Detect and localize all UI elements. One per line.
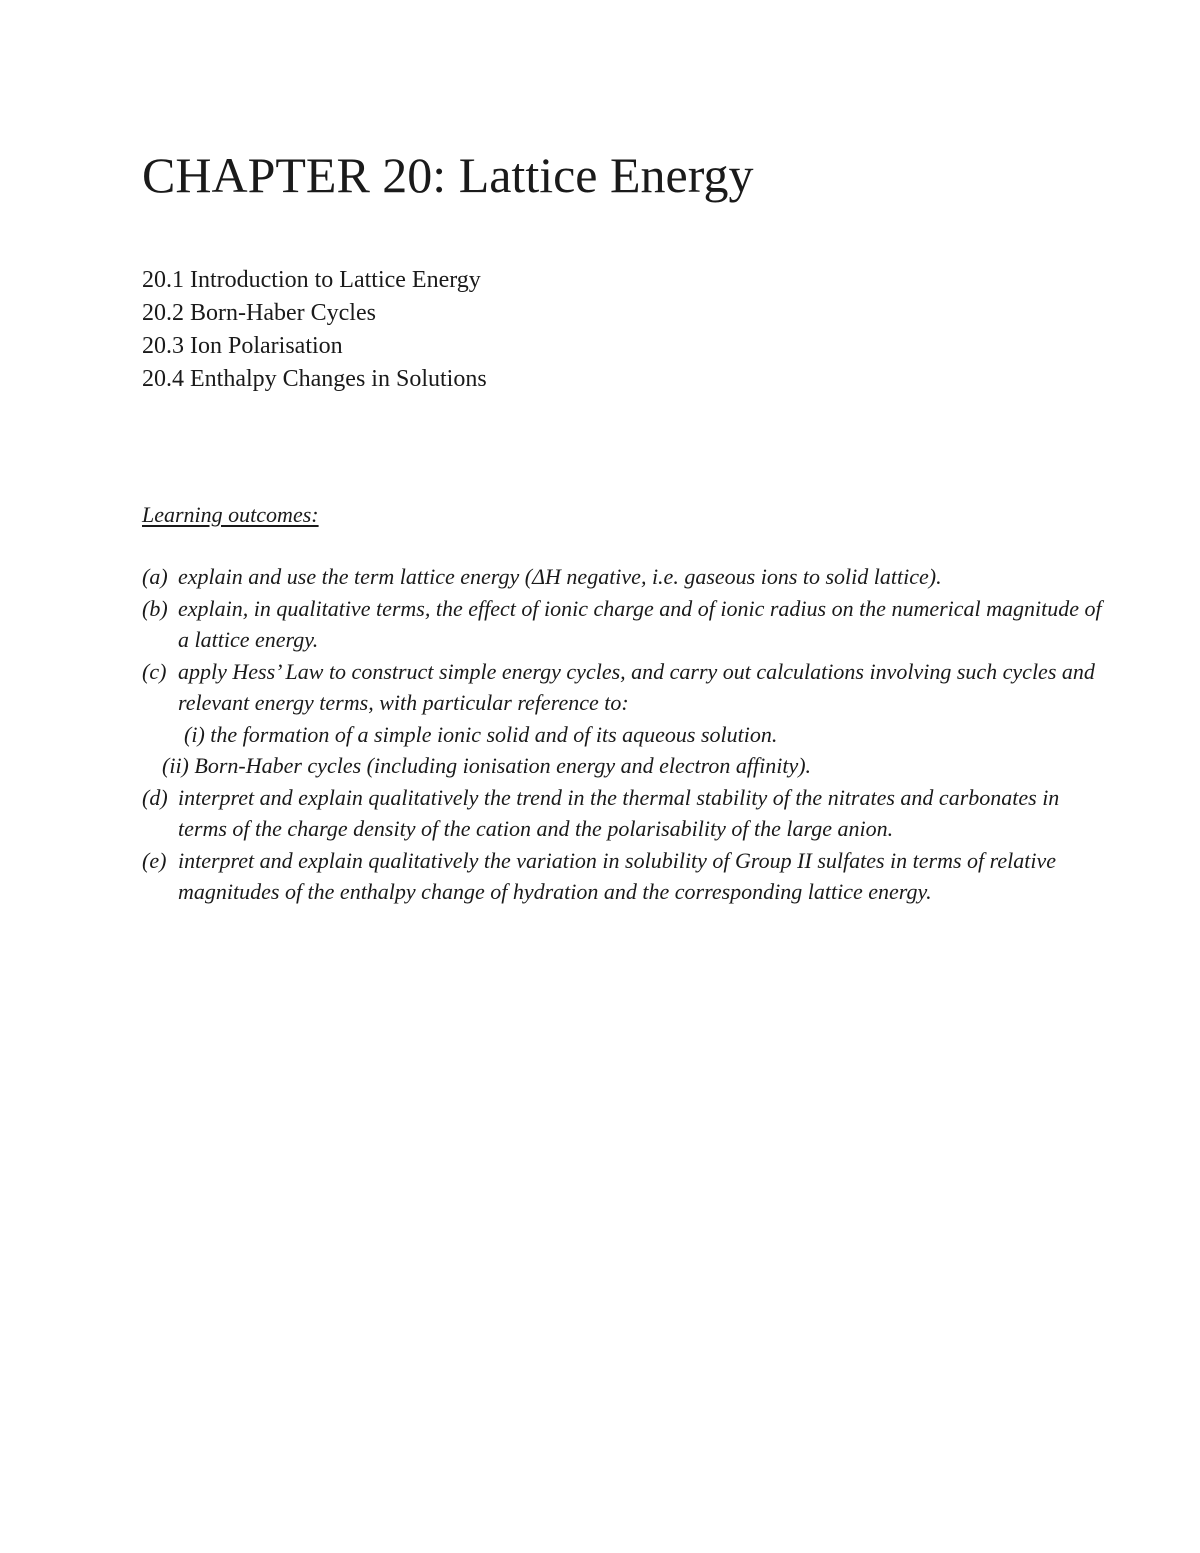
outcome-text: explain, in qualitative terms, the effect of ionic charge and of ionic radius on the numerical magnitude of a lattice energy.: [178, 595, 1102, 652]
learning-outcomes-heading: Learning outcomes:: [142, 502, 319, 527]
toc-item-20-2: 20.2 Born-Haber Cycles: [142, 300, 376, 326]
outcome-subitem-i: (i) the formation of a simple ionic solid and of its aqueous solution.: [184, 721, 778, 747]
outcome-marker: (e): [142, 847, 167, 873]
outcome-e: [142, 845, 1102, 908]
outcome-marker: (b): [142, 595, 168, 621]
outcome-marker: (a): [142, 564, 168, 589]
outcome-subitem-ii: (ii) Born-Haber cycles (including ionisation energy and electron affinity).: [162, 753, 812, 778]
outcome-marker: (c): [142, 658, 167, 684]
outcome-marker: (d): [142, 784, 168, 810]
outcome-text: interpret and explain qualitatively the trend in the thermal stability of the nitrates and carbonates in terms of the charge density of the cation and the polarisability of the large anion.: [178, 784, 1060, 841]
toc-item-20-3: 20.3 Ion Polarisation: [142, 333, 343, 359]
table-of-contents: [142, 264, 487, 396]
outcome-a: [142, 561, 1102, 593]
toc-item-20-4: 20.4 Enthalpy Changes in Solutions: [142, 366, 487, 392]
outcome-d: [142, 782, 1102, 845]
outcome-b: [142, 593, 1102, 656]
learning-outcomes-list: [142, 561, 1102, 908]
outcome-text: apply Hess’ Law to construct simple energy cycles, and carry out calculations involving such cycles and relevant energy terms, with particular reference to:: [178, 658, 1095, 715]
toc-item-20-1: 20.1 Introduction to Lattice Energy: [142, 267, 481, 293]
outcome-text: explain and use the term lattice energy (ΔH negative, i.e. gaseous ions to solid lattice).: [178, 564, 942, 589]
chapter-title: CHAPTER 20: Lattice Energy: [142, 147, 754, 203]
outcome-text: interpret and explain qualitatively the variation in solubility of Group II sulfates in terms of relative magnitudes of the enthalpy change of hydration and the corresponding lattice energy.: [178, 847, 1057, 904]
outcome-c: [142, 656, 1102, 782]
